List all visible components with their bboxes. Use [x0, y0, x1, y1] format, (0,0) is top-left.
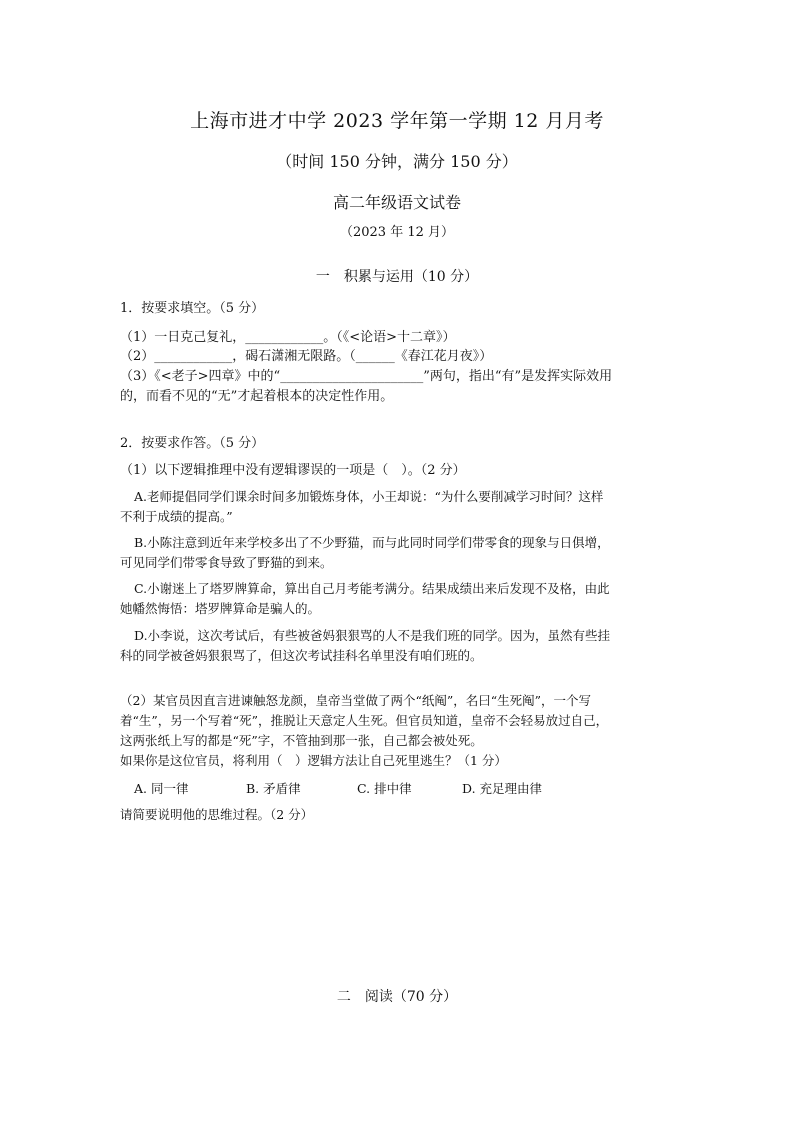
q1-line-1: （1）一日克己复礼，____________。（《<论语>十二章》） [120, 330, 456, 345]
q2-option-b-line-2: 可见同学们带零食导致了野猫的到来。 [120, 555, 333, 570]
paper-name: 高二年级语文试卷 [332, 193, 461, 212]
exam-title: 上海市进才中学 2023 学年第一学期 12 月月考 [190, 110, 604, 132]
choice-d: D. 充足理由律 [462, 781, 543, 796]
section-2-heading: 二 阅读（70 分） [336, 989, 458, 1005]
q2-option-c-line-1: C.小谢迷上了塔罗牌算命，算出自己月考能考满分。结果成绩出来后发现不及格，由此 [134, 581, 610, 596]
exam-date: （2023 年 12 月） [339, 225, 455, 240]
section-1-heading: 一 积累与运用（10 分） [315, 269, 479, 285]
q2-sub2-line-2: 着“生”，另一个写着“死”，推脱让天意定人生死。但官员知道，皇帝不会轻易放过自己， [120, 713, 609, 728]
q2-option-b-line-1: B.小陈注意到近年来学校多出了不少野猫，而与此同时同学们带零食的现象与日俱增， [134, 535, 610, 550]
q1-line-4: 的，而看不见的“无”才起着根本的决定性作用。 [120, 389, 394, 404]
time-score-line: （时间 150 分钟，满分 150 分） [276, 152, 518, 171]
q2-option-c-line-2: 她幡然悔悟：塔罗牌算命是骗人的。 [120, 601, 321, 616]
q2-explain-prompt: 请简要说明他的思维过程。（2 分） [120, 807, 314, 822]
q2-option-d-line-2: 科的同学被爸妈狠狠骂了，但这次考试挂科名单里没有咱们班的。 [120, 648, 483, 663]
choice-b: B. 矛盾律 [246, 781, 301, 796]
q2-sub2-line-1: （2）某官员因直言进谏触怒龙颜，皇帝当堂做了两个“纸阄”，名曰“生死阄”，一个写 [120, 693, 592, 708]
choice-a: A. 同一律 [134, 781, 189, 796]
choice-c: C. 排中律 [357, 781, 412, 796]
question-1-heading: 1．按要求填空。（5 分） [120, 301, 265, 316]
q2-option-d-line-1: D.小李说，这次考试后，有些被爸妈狠狠骂的人不是我们班的同学。因为，虽然有些挂 [134, 628, 611, 643]
q2-option-a-line-1: A.老师提倡同学们课余时间多加锻炼身体，小王却说：“为什么要削减学习时间？这样 [134, 489, 604, 504]
q2-sub1-prompt: （1）以下逻辑推理中没有逻辑谬误的一项是（ ）。（2 分） [120, 463, 466, 478]
q2-sub2-line-4: 如果你是这位官员，将利用（ ）逻辑方法让自己死里逃生？（1 分） [120, 753, 507, 768]
q1-line-3: （3）《<老子>四章》中的“______________________”两句，指出“有”是发挥实际效用 [120, 369, 613, 384]
q2-option-a-line-2: 不利于成绩的提高。” [120, 509, 233, 524]
question-2-heading: 2．按要求作答。（5 分） [120, 436, 265, 451]
q2-sub2-line-3: 这两张纸上写的都是“死”字，不管抽到那一张，自己都会被处死。 [120, 733, 483, 748]
q1-line-2: （2）____________，碣石潇湘无限路。（______《春江花月夜》） [120, 349, 493, 364]
